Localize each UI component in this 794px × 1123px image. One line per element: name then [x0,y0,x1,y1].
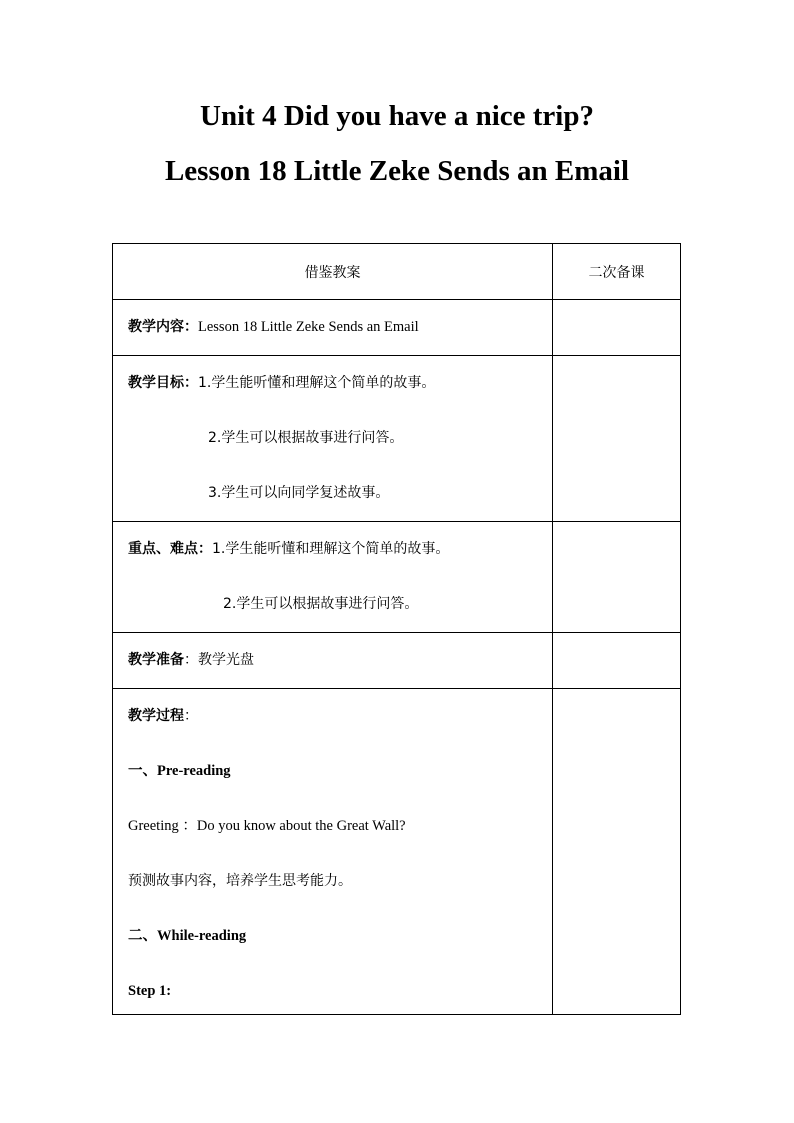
step1-heading: Step 1: [128,983,172,999]
while-reading-heading: 二、While-reading [128,928,247,944]
content-label: 教学内容： [128,319,198,335]
goals-cell [113,356,553,522]
content-value: Lesson 18 Little Zeke Sends an Email [198,319,419,335]
preparation-value: ：教学光盘 [184,652,254,668]
preparation-cell [113,633,553,689]
content-row [113,300,681,356]
key-points-label: 重点、难点： [128,541,212,557]
predict-text: 预测故事内容，培养学生思考能力。 [128,873,352,889]
process-cell [113,689,553,1015]
revision-cell [553,356,681,522]
key-points-row [113,522,681,633]
col-header-revision: 二次备课 [553,244,681,300]
process-label-suffix: ： [184,708,198,724]
header-row [113,244,681,300]
goals-row [113,356,681,522]
lesson-plan-table [112,243,681,1015]
preparation-row [113,633,681,689]
revision-cell [553,689,681,1015]
preparation-label: 教学准备 [128,652,184,668]
greeting-label: Greeting ： [128,818,197,834]
greeting-text: Do you know about the Great Wall? [196,818,406,834]
document-title: Unit 4 Did you have a nice trip? [200,100,594,132]
document-subtitle: Lesson 18 Little Zeke Sends an Email [164,155,630,187]
process-label: 教学过程 [128,708,184,724]
goal-item: 3.学生可以向同学复述故事。 [208,485,390,501]
key-point-item: 1.学生能听懂和理解这个简单的故事。 [212,541,450,557]
revision-cell [553,522,681,633]
goal-item: 2.学生可以根据故事进行问答。 [208,430,404,446]
key-point-item: 2.学生可以根据故事进行问答。 [223,596,419,612]
key-points-cell [113,522,553,633]
goal-item: 1.学生能听懂和理解这个简单的故事。 [198,375,436,391]
content-cell [113,300,553,356]
revision-cell [553,300,681,356]
col-header-plan: 借鉴教案 [113,244,553,300]
revision-cell [553,633,681,689]
process-row [113,689,681,1015]
pre-reading-heading: 一、Pre-reading [128,763,231,779]
goals-label: 教学目标： [128,375,198,391]
